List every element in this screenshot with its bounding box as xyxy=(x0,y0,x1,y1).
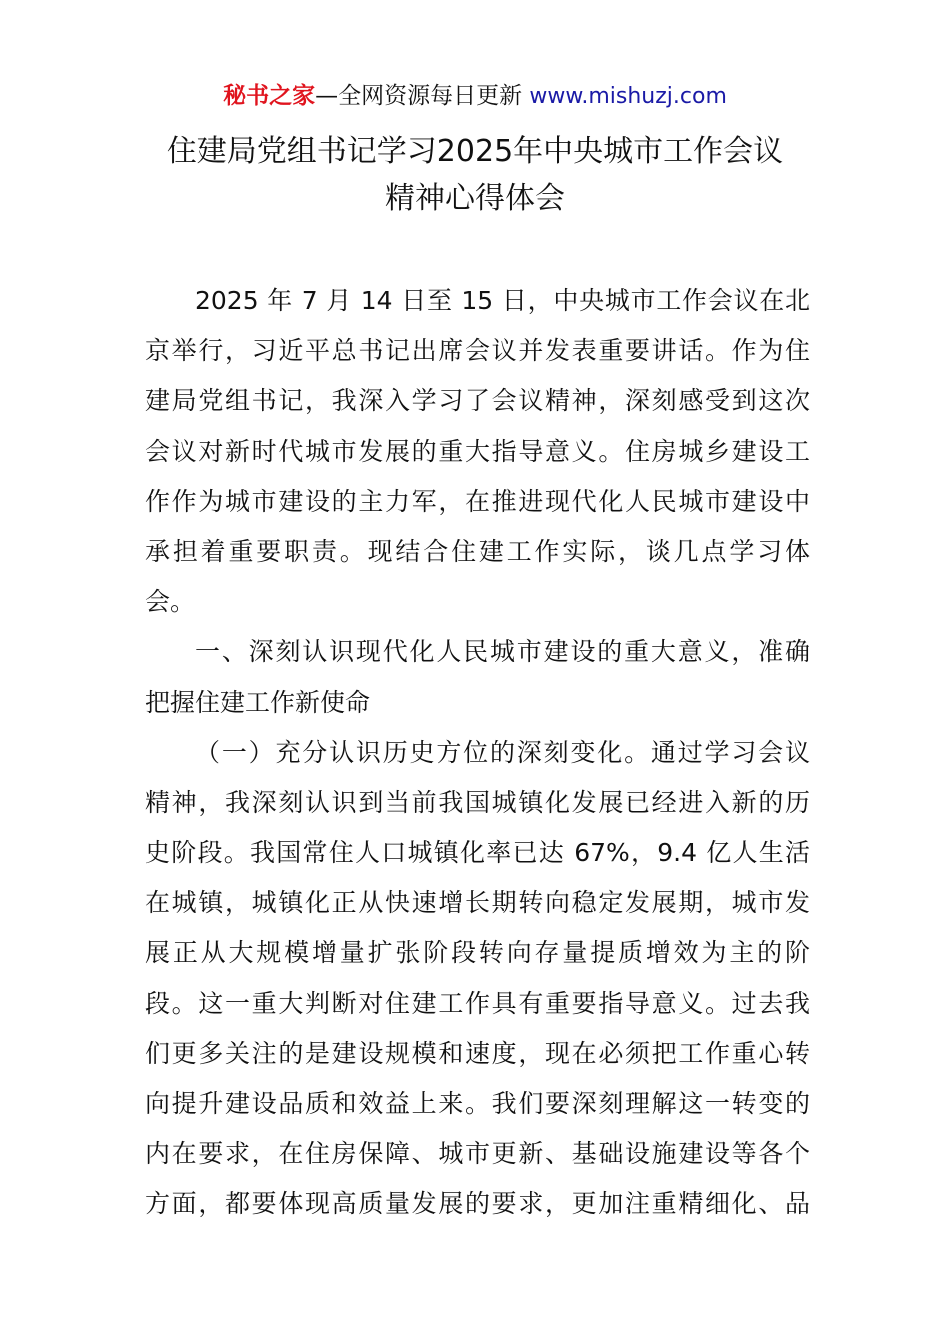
site-url-link[interactable]: www.mishuzj.com xyxy=(529,84,727,109)
text-line: 史阶段。我国常住人口城镇化率已达 67%，9.4 亿人生活 xyxy=(145,838,810,868)
site-header xyxy=(0,80,950,113)
text-line: 段。这一重大判断对住建工作具有重要指导意义。过去我 xyxy=(145,988,810,1018)
text-line: 建局党组书记，我深入学习了会议精神，深刻感受到这次 xyxy=(145,386,810,416)
text-line: 会。 xyxy=(145,587,196,617)
text-line: 承担着重要职责。现结合住建工作实际，谈几点学习体 xyxy=(145,536,810,566)
title-line-2: 精神心得体会 xyxy=(385,181,565,216)
text-line: 展正从大规模增量扩张阶段转向存量提质增效为主的阶 xyxy=(145,938,810,968)
text-line: 们更多关注的是建设规模和速度，现在必须把工作重心转 xyxy=(145,1038,810,1068)
text-line: 在城镇，城镇化正从快速增长期转向稳定发展期，城市发 xyxy=(145,888,810,918)
section-heading-1 xyxy=(145,627,810,727)
text-line: 2025 年 7 月 14 日至 15 日，中央城市工作会议在北 xyxy=(195,286,810,315)
text-line: 一、深刻认识现代化人民城市建设的重大意义，准确 xyxy=(195,637,810,667)
text-line: （一）充分认识历史方位的深刻变化。通过学习会议 xyxy=(195,737,810,767)
text-line: 向提升建设品质和效益上来。我们要深刻理解这一转变的 xyxy=(145,1089,810,1118)
paragraph-subsection-1 xyxy=(145,728,810,1230)
text-line: 作作为城市建设的主力军，在推进现代化人民城市建设中 xyxy=(145,486,810,516)
text-line: 方面，都要体现高质量发展的要求，更加注重精细化、品 xyxy=(145,1189,810,1219)
text-line: 内在要求，在住房保障、城市更新、基础设施建设等各个 xyxy=(145,1139,810,1169)
text-line: 精神，我深刻认识到当前我国城镇化发展已经进入新的历 xyxy=(145,787,810,817)
document-title xyxy=(60,128,890,222)
text-line: 京举行，习近平总书记出席会议并发表重要讲话。作为住 xyxy=(145,336,810,366)
title-line-1: 住建局党组书记学习2025年中央城市工作会议 xyxy=(166,134,784,169)
text-line: 把握住建工作新使命 xyxy=(145,687,371,717)
paragraph-intro xyxy=(145,276,810,627)
header-tagline: —全网资源每日更新 xyxy=(315,83,523,109)
brand-name: 秘书之家 xyxy=(223,83,316,109)
text-line: 会议对新时代城市发展的重大指导意义。住房城乡建设工 xyxy=(145,436,810,466)
document-body xyxy=(145,276,810,1230)
